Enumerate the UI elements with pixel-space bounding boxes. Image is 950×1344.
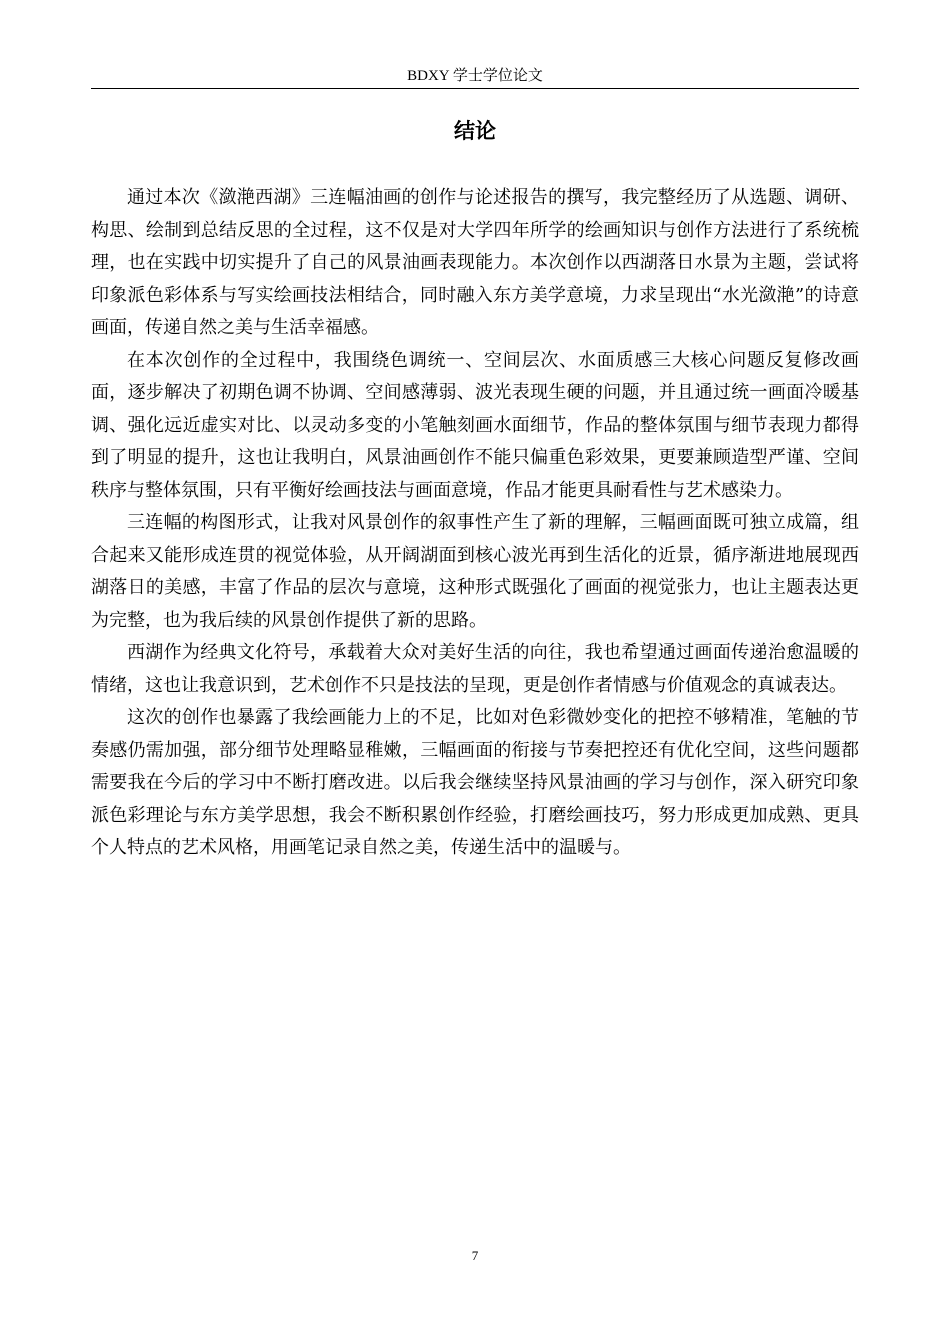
running-header: BDXY 学士学位论文 <box>407 68 543 84</box>
section-heading: 结论 <box>454 119 496 143</box>
paragraph-5: 这次的创作也暴露了我绘画能力上的不足，比如对色彩微妙变化的把控不够精准，笔触的节奏感仍需加强，部分细节处理略显稚嫩，三幅画面的衔接与节奏把控还有优化空间，这些问题都需要我在今后的学习中不断打磨改进。以后我会继续坚持风景油画的学习与创作，深入研究印象派色彩理论与东方美学思想，我会不断积累创作经验，打磨绘画技巧，努力形成更加成熟、更具个人特点的艺术风格，用画笔记录自然之美，传递生活中的温暖与。 <box>91 707 859 858</box>
paragraph-4: 西湖作为经典文化符号，承载着大众对美好生活的向往，我也希望通过画面传递治愈温暖的情绪，这也让我意识到，艺术创作不只是技法的呈现，更是创作者情感与价值观念的真诚表达。 <box>91 642 859 696</box>
paragraph-1: 通过本次《潋滟西湖》三连幅油画的创作与论述报告的撰写，我完整经历了从选题、调研、构思、绘制到总结反思的全过程，这不仅是对大学四年所学的绘画知识与创作方法进行了系统梳理，也在实践中切实提升了自己的风景油画表现能力。本次创作以西湖落日水景为主题，尝试将印象派色彩体系与写实绘画技法相结合，同时融入东方美学意境，力求呈现出“水光潋滟”的诗意画面，传递自然之美与生活幸福感。 <box>91 187 859 338</box>
header-divider <box>91 88 859 89</box>
paragraph-2: 在本次创作的全过程中，我围绕色调统一、空间层次、水面质感三大核心问题反复修改画面，逐步解决了初期色调不协调、空间感薄弱、波光表现生硬的问题，并且通过统一画面冷暖基调、强化远近虚实对比、以灵动多变的小笔触刻画水面细节，作品的整体氛围与细节表现力都得到了明显的提升，这也让我明白，风景油画创作不能只偏重色彩效果，更要兼顾造型严谨、空间秩序与整体氛围，只有平衡好绘画技法与画面意境，作品才能更具耐看性与艺术感染力。 <box>91 349 859 501</box>
body-text <box>91 182 859 865</box>
paragraph-3: 三连幅的构图形式，让我对风景创作的叙事性产生了新的理解，三幅画面既可独立成篇，组合起来又能形成连贯的视觉体验，从开阔湖面到核心波光再到生活化的近景，循序渐进地展现西湖落日的美感，丰富了作品的层次与意境，这种形式既强化了画面的视觉张力，也让主题表达更为完整，也为我后续的风景创作提供了新的思路。 <box>91 512 859 631</box>
page-number: 7 <box>471 1248 479 1263</box>
